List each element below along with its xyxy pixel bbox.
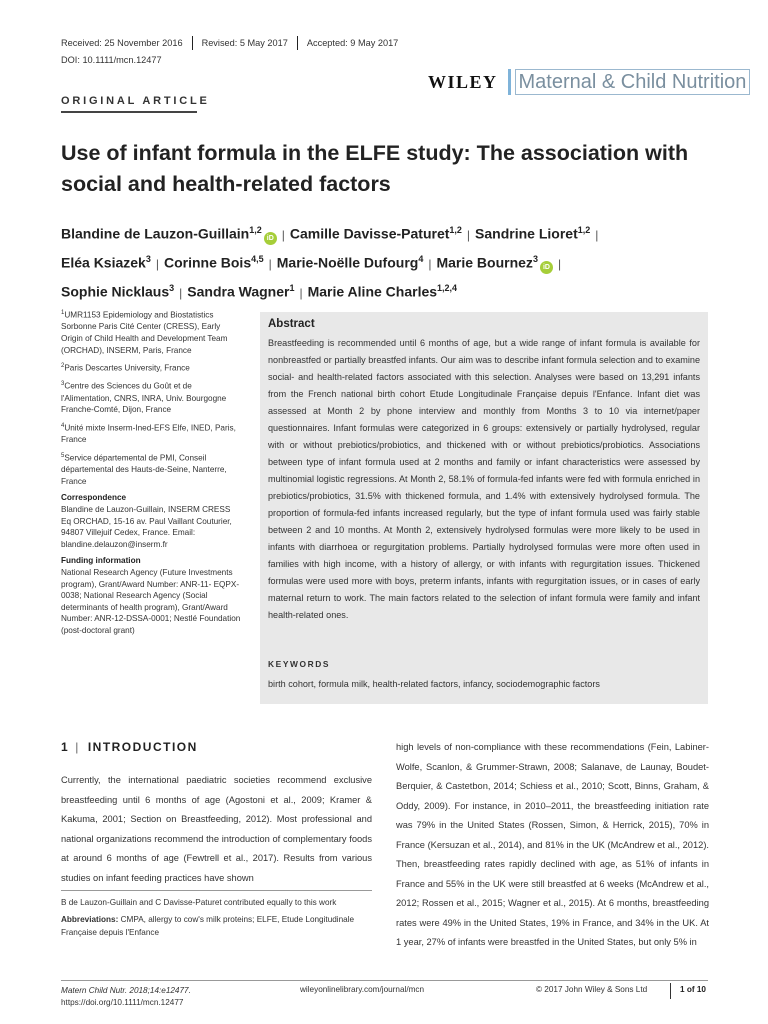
logo-divider: [508, 69, 511, 95]
footer-citation: Matern Child Nutr. 2018;14:e12477.: [61, 986, 191, 995]
author-name[interactable]: Camille Davisse-Paturet: [289, 225, 450, 242]
abbreviations-label: Abbreviations:: [61, 914, 119, 924]
footer-doi-link[interactable]: https://doi.org/10.1111/mcn.12477: [61, 997, 184, 1007]
author-affiliation-marker: 1,2: [249, 225, 262, 235]
affiliation-number: 3: [61, 381, 65, 388]
footer-citation-block: [61, 985, 191, 1008]
affiliation-list: [61, 308, 241, 487]
author-name[interactable]: Marie-Noëlle Dufourg: [276, 254, 419, 271]
footnote-rule: [61, 890, 372, 891]
author-separator: |: [179, 285, 183, 300]
affiliation-item: [61, 379, 241, 416]
revised-date: Revised: 5 May 2017: [192, 36, 297, 50]
intro-left-column: Currently, the international paediatric societies recommend exclusive breastfeeding until 6 months of age (Agostoni et al., 2009; Kramer & Kakuma, 2001; Section on Breastfeeding, 2012). Most professional and national organizations recommend the introduction of complementary foods at around 6 months of age (Fewtrell et al., 2017). Results from various studies on infant feeding practices have shown: [61, 775, 372, 883]
affiliations-column: [61, 308, 241, 642]
affiliation-number: 4: [61, 422, 65, 429]
author-affiliation-marker: 3: [532, 254, 538, 265]
footer-copyright: © 2017 John Wiley & Sons Ltd: [536, 985, 648, 994]
keywords-heading: KEYWORDS: [268, 659, 331, 669]
funding-heading: Funding information: [61, 556, 141, 566]
affiliation-text: UMR1153 Epidemiology and Biostatistics Sorbonne Paris Cité Center (CRESS), Early Origin of Child Health and Development Team (ORCHAD), INSERM, Paris, France: [61, 310, 228, 355]
journal-name: Maternal & Child Nutrition: [515, 69, 751, 95]
article-type-underline: [61, 111, 197, 113]
affiliation-text: Centre des Sciences du Goût et de l'Alimentation, CNRS, INRA, Univ. Bourgogne Franche-Comté, Dijon, France: [61, 382, 227, 415]
author-separator: |: [268, 256, 272, 271]
author-affiliation-marker: 4,5: [251, 254, 264, 265]
affiliation-number: 2: [61, 363, 65, 370]
author-separator: |: [155, 256, 159, 271]
article-type: ORIGINAL ARTICLE: [61, 95, 210, 107]
author-separator: |: [557, 256, 562, 271]
author-affiliation-marker: 1,2,4: [437, 283, 458, 294]
abbreviations-note: [61, 914, 372, 940]
keywords-text: birth cohort, formula milk, health-related factors, infancy, sociodemographic factors: [268, 679, 600, 689]
author-name[interactable]: Sandrine Lioret: [475, 225, 578, 242]
author-list: [61, 218, 711, 305]
page-number: 1 of 10: [680, 985, 706, 994]
affiliation-number: 5: [61, 452, 65, 459]
section-title: INTRODUCTION: [87, 740, 198, 754]
affiliation-text: Unité mixte Inserm-Ined-EFS Elfe, INED, Paris, France: [61, 423, 236, 445]
funding-text: National Research Agency (Future Investments program), Grant/Award Number: ANR-11- EQPX-0038; National Research Agency (Social determinants of health program), Grant/Award Number: ANR-12-DSSA-0001; Nestlé Foundation (post-doctoral grant): [61, 567, 241, 635]
author-name[interactable]: Sandra Wagner: [187, 283, 290, 300]
affiliation-item: [61, 308, 241, 356]
author-affiliation-marker: 3: [145, 254, 151, 265]
abstract-heading: Abstract: [268, 318, 315, 330]
section-number: 1: [61, 740, 70, 754]
affiliation-text: Paris Descartes University, France: [64, 363, 190, 373]
author-name[interactable]: Eléa Ksiazek: [61, 254, 146, 271]
section-divider: |: [75, 740, 80, 754]
author-affiliation-marker: 4: [418, 254, 424, 265]
intro-right-column: high levels of non-compliance with these recommendations (Fein, Labiner-Wolfe, Scanlon, & Grummer-Strawn, 2008; Salanave, de Launay, Boudet-Berquier, & Castetbon, 2014; Schiess et al., 2010; Scott, Binns, Graham, & Oddy, 2009). For instance, in 2010–2011, the breastfeeding initiation rate was 79% in the United States (Rossen, Simon, & Herrick, 2015), 70% in France (Kersuzan et al., 2014), and 81% in the UK (McAndrew et al., 2012). Then, breastfeeding rates rapidly declined with age, as 51% of infants in France and 55% in the UK were still breastfed at 6 weeks (McAndrew et al., 2012; Rossen et al., 2015; Wagner et al., 2015). At 6 months, breastfeeding rates were 49% in the United States, 19% in France, and 34% in the UK. At 1 year, 27% of infants were breastfed in the United States, but only 5% in: [396, 742, 709, 947]
author-affiliation-marker: 1,2: [577, 225, 591, 235]
affiliation-item: [61, 361, 241, 374]
author-name[interactable]: Blandine de Lauzon-Guillain: [61, 225, 250, 242]
author-name[interactable]: Marie Bournez: [436, 254, 533, 271]
doi[interactable]: DOI: 10.1111/mcn.12477: [61, 55, 162, 65]
orcid-icon[interactable]: iD: [264, 232, 277, 245]
author-affiliation-marker: 1,2: [449, 225, 462, 235]
author-separator: |: [281, 227, 285, 242]
accepted-date: Accepted: 9 May 2017: [297, 36, 407, 50]
footnotes: [61, 897, 372, 943]
author-affiliation-marker: 3: [169, 283, 175, 294]
author-separator: |: [466, 227, 471, 242]
article-dates: [61, 36, 407, 50]
author-name[interactable]: Marie Aline Charles: [307, 283, 438, 300]
footer-journal-link[interactable]: wileyonlinelibrary.com/journal/mcn: [300, 985, 425, 994]
footer-rule: [61, 980, 708, 981]
article-title: Use of infant formula in the ELFE study: The association with social and health-related factors: [61, 141, 689, 196]
author-name[interactable]: Sophie Nicklaus: [61, 283, 170, 300]
correspondence-heading: Correspondence: [61, 493, 127, 503]
footer-divider: [670, 983, 671, 999]
author-separator: |: [428, 256, 432, 271]
author-separator: |: [595, 227, 599, 242]
author-affiliation-marker: 1: [289, 283, 295, 294]
author-separator: |: [299, 285, 303, 300]
orcid-icon[interactable]: iD: [540, 261, 553, 274]
received-date: Received: 25 November 2016: [61, 38, 183, 48]
correspondence-text: Blandine de Lauzon-Guillain, INSERM CRESS Eq ORCHAD, 15-16 av. Paul Vaillant Couturier, 94807 Villejuif Cedex, France. Email: blandine.delauzon@inserm.fr: [61, 504, 232, 549]
publisher-logo: WILEY: [428, 71, 498, 92]
affiliation-item: [61, 451, 241, 488]
journal-logo: [428, 69, 750, 95]
abstract-text: Breastfeeding is recommended until 6 months of age, but a wide range of infant formula is available for nonbreastfed or partially breastfed infants. Our aim was to describe infant formula selection and to examine social- and health-related factors associated with this selection. Analyses were based on 13,291 infants from the French national birth cohort Etude Longitudinale Française depuis l'Enfance. Infant diet was assessed at Month 2 by phone interview and monthly from Months 3 to 10 via internet/paper questionnaires. Infant formulas were categorized in 6 groups: extensively or partially hydrolysed, regular with or without prebiotics/probiotics, and thickened with or without prebiotics/probiotics. Associations between type of infant formula used at 2 months and family or infant characteristics were assessed by multinomial logistic regressions. At Month 2, 58.1% of formula-fed infants were fed with formula enriched in prebiotics/probiotics, 31.5% with thickened formula, and 1.4% with extensively hydrolysed formula. The proportion of formula-fed infants increased regularly, but the type of infant formula used was fairly stable between 2 and 10 months. At Month 2, extensively hydrolysed formulas were more likely to be used in infants with diarrhoea or regurgitation problems. Partially hydrolysed formulas were more often used in families with high income, with a history of allergy, or with infants with regurgitation issues. Thickened formulas were used more with boys, preterm infants, infants with regurgitation issues, or in cases of early maternal return to work. The main factors related to the selection of infant formula were family and infant health-related ones.: [268, 338, 700, 620]
abbreviations-text: CMPA, allergy to cow's milk proteins; ELFE, Etude Longitudinale Française depuis l'Enfance: [61, 914, 355, 937]
affiliation-text: Service départemental de PMI, Conseil départemental des Hauts-de-Seine, Nanterre, France: [61, 453, 227, 486]
affiliation-number: 1: [61, 310, 65, 316]
section-heading: [61, 740, 198, 754]
equal-contribution-note: B de Lauzon-Guillain and C Davisse-Paturet contributed equally to this work: [61, 898, 337, 907]
affiliation-item: [61, 421, 241, 446]
author-name[interactable]: Corinne Bois: [163, 254, 252, 271]
